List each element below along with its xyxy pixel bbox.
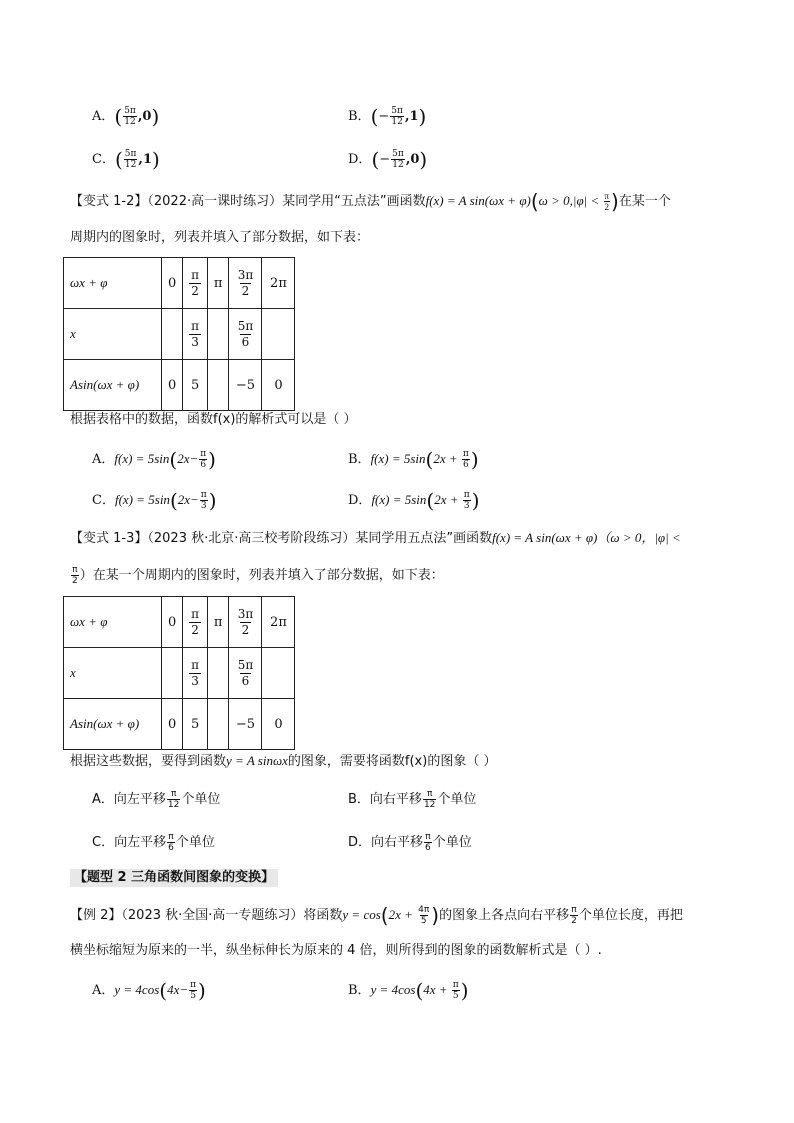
math-expression: 2x +	[434, 492, 462, 507]
frac-den: 3	[200, 501, 207, 511]
option-tail: ,0	[405, 152, 420, 167]
frac-num: π	[425, 832, 431, 842]
option-label: A．	[92, 109, 115, 124]
v13-option-c[interactable]	[92, 832, 215, 853]
frac-den: 3	[191, 673, 199, 688]
table-cell: 2π	[262, 597, 295, 648]
table-cell: Asin(ωx + φ)	[64, 360, 162, 411]
frac-den: 6	[425, 843, 431, 853]
table-cell	[262, 309, 295, 360]
option-label: B．	[348, 452, 371, 467]
frac-num: π	[462, 449, 469, 459]
variant-1-3-line2	[70, 565, 444, 586]
option-d[interactable]: D．(− $\frac{5\pi}{12}$ ,0)	[348, 147, 428, 172]
frac-num: π	[191, 318, 200, 333]
frac-num: π	[170, 789, 177, 799]
table-cell: 2π	[262, 258, 295, 309]
math-expression: f(x) = 5sin	[370, 451, 426, 466]
question-text-line2: 横坐标缩短为原来的一半，纵坐标伸长为原来的 4 倍，则所得到的图象的函数解析式是（ ）.	[70, 943, 602, 958]
frac-den: 5	[420, 916, 427, 926]
table-row	[64, 360, 295, 411]
option-text: 个单位	[432, 835, 472, 850]
frac-num: 5π	[391, 106, 403, 116]
question-tag: 【变式 1-2】	[70, 194, 148, 209]
table-cell	[183, 597, 208, 648]
five-point-table-2	[63, 596, 295, 750]
table-cell: Asin(ωx + φ)	[64, 699, 162, 750]
table-cell	[183, 258, 208, 309]
option-b[interactable]: B．(− $\frac{5\pi}{12}$ ,1)	[348, 104, 427, 129]
math-expression: 2x +	[433, 451, 461, 466]
option-label: B．	[348, 792, 370, 807]
minus-sign: −	[379, 152, 391, 167]
table-cell	[162, 648, 183, 699]
option-tail: ,0	[137, 109, 152, 124]
question-text-line2: 周期内的图象时，列表并填入了部分数据，如下表：	[70, 230, 370, 245]
five-point-table-1	[63, 257, 295, 411]
math-expression: f(x) = 5sin	[114, 492, 170, 507]
frac-den: 5	[452, 991, 459, 1001]
table-cell	[229, 309, 262, 360]
math-expression: f(x) = A sin(ωx + φ)	[425, 193, 531, 208]
v12-option-c[interactable]: C．f(x) = 5sin(2x− $\frac{\pi}{3}$ )	[92, 488, 217, 513]
question-text: 根据这些数据，要得到函数	[70, 754, 227, 769]
math-expression: 2x−	[177, 451, 199, 466]
frac-den: 6	[168, 843, 174, 853]
question-text: 的图象，需要将函数f(x)的图象（ ）	[287, 754, 497, 769]
question-text: 在某一个	[618, 194, 671, 209]
option-label: C．	[92, 493, 115, 508]
frac-den: 2	[241, 283, 250, 298]
option-label: D．	[348, 493, 372, 508]
frac-num: 3π	[237, 606, 254, 621]
table-row	[64, 597, 295, 648]
option-text: 个单位	[175, 835, 215, 850]
frac-num: π	[200, 449, 207, 459]
math-expression: f(x) = A sin(ωx + φ)	[492, 530, 598, 545]
frac-num: π	[426, 789, 433, 799]
table-cell: 0	[162, 597, 183, 648]
frac-num: π	[72, 565, 78, 575]
frac-den: 12	[124, 117, 136, 127]
option-label: C．	[92, 152, 115, 167]
math-expression: y = 4cos	[114, 982, 160, 997]
option-label: B．	[348, 109, 371, 124]
frac-den: 6	[241, 334, 250, 349]
option-a[interactable]: A．( $\frac{5\pi}{12}$ ,0)	[92, 104, 160, 129]
table-cell: ωx + φ	[64, 597, 162, 648]
table-cell	[262, 648, 295, 699]
option-text: 向左平移	[114, 835, 167, 850]
frac-num: π	[200, 490, 207, 500]
option-label: C．	[92, 835, 115, 850]
question-text: 个单位长度，再把	[578, 908, 683, 923]
math-expression: y = A sinωx	[226, 753, 288, 768]
frac-num: 5π	[392, 149, 404, 159]
question-text: 将函数	[303, 908, 343, 923]
table-row	[64, 699, 295, 750]
frac-num: 3π	[237, 267, 254, 282]
table-cell	[229, 648, 262, 699]
frac-num: 5π	[124, 106, 136, 116]
frac-den: 2	[571, 916, 577, 926]
v12-option-b[interactable]: B．f(x) = 5sin(2x + $\frac{\pi}{6}$ )	[348, 447, 479, 472]
frac-num: π	[191, 657, 200, 672]
math-expression: 4x +	[423, 982, 451, 997]
math-condition: （ω > 0，|φ| <	[597, 530, 681, 545]
table-cell: 0	[162, 258, 183, 309]
table-cell	[229, 258, 262, 309]
math-expression: y = 4cos	[370, 982, 416, 997]
table-cell: ωx + φ	[64, 258, 162, 309]
frac-num: π	[168, 832, 174, 842]
table-cell	[162, 309, 183, 360]
v13-option-d[interactable]	[348, 832, 472, 853]
table-cell: 0	[262, 699, 295, 750]
table-cell	[207, 648, 229, 699]
frac-den: 5	[190, 991, 196, 1001]
table-cell: π	[207, 597, 229, 648]
option-label: A．	[92, 452, 115, 467]
frac-den: 12	[392, 160, 404, 170]
table-cell: 0	[262, 360, 295, 411]
frac-num: π	[452, 980, 459, 990]
question-text: ）在某一个周期内的图象时，列表并填入了部分数据，如下表：	[79, 568, 444, 583]
option-label: D．	[348, 835, 372, 850]
table-cell: π	[207, 258, 229, 309]
example-2-intro: 【例 2】（2023 秋·全国·高一专题练习）将函数y = cos(2x + $\frac{4\pi}{5}$ )的图象上各点向右平移 $\frac{\pi}{2}$ 个单位长度，再把	[70, 903, 683, 928]
ex2-option-a[interactable]: A．y = 4cos(4x− $\frac{\pi}{5}$ )	[92, 978, 206, 1003]
frac-num: 5π	[124, 149, 137, 159]
table-cell: 0	[162, 699, 183, 750]
option-label: A．	[92, 792, 114, 807]
table-row	[64, 648, 295, 699]
table-cell: x	[64, 309, 162, 360]
table-cell: −5	[229, 699, 262, 750]
frac-den: 2	[191, 622, 199, 637]
frac-num: π	[191, 267, 200, 282]
v13-option-a[interactable]	[92, 789, 220, 810]
option-label: D．	[348, 152, 372, 167]
question-source: （2022·高一课时练习）	[147, 194, 283, 209]
table-cell: −5	[229, 360, 262, 411]
table-cell	[229, 597, 262, 648]
frac-num: π	[604, 191, 610, 201]
section-title: 【题型 2 三角函数间图象的变换】	[70, 869, 278, 887]
v12-option-a[interactable]: A．f(x) = 5sin(2x− $\frac{\pi}{6}$ )	[92, 447, 216, 472]
table-cell	[207, 699, 229, 750]
frac-den: 12	[167, 800, 180, 810]
math-expression: 2x−	[177, 492, 199, 507]
math-expression: f(x) = 5sin	[114, 451, 170, 466]
option-label: A．	[92, 983, 115, 998]
option-text: 个单位	[437, 792, 477, 807]
math-expression: 2x +	[388, 907, 417, 922]
frac-den: 3	[463, 501, 470, 511]
frac-num: π	[191, 606, 200, 621]
table-cell: x	[64, 648, 162, 699]
table-row	[64, 309, 295, 360]
question-source: （2023 秋·全国·高一专题练习）	[121, 908, 304, 923]
table-cell	[183, 648, 208, 699]
frac-num: 5π	[237, 318, 254, 333]
frac-den: 2	[191, 283, 199, 298]
frac-den: 2	[604, 202, 610, 212]
math-condition: ω > 0,|φ| <	[538, 193, 603, 208]
variant-1-3-question	[70, 752, 496, 771]
question-source: （2023 秋·北京·高三校考阶段练习）	[147, 531, 356, 546]
ex2-option-b[interactable]: B．y = 4cos(4x + $\frac{\pi}{5}$ )	[348, 978, 469, 1003]
question-tag: 【例 2】	[70, 908, 122, 923]
frac-num: 4π	[418, 905, 430, 915]
table-cell	[207, 309, 229, 360]
variant-1-3-intro	[70, 529, 681, 548]
table-cell	[183, 309, 208, 360]
table-cell	[207, 360, 229, 411]
math-expression: f(x) = 5sin	[371, 492, 427, 507]
frac-den: 12	[391, 117, 403, 127]
frac-num: 5π	[237, 657, 254, 672]
option-tail: ,1	[138, 152, 152, 167]
table-cell: 5	[183, 699, 208, 750]
v13-option-b[interactable]	[348, 789, 476, 810]
question-text: 的图象上各点向右平移	[439, 908, 570, 923]
option-text: 个单位	[181, 792, 221, 807]
frac-num: π	[190, 980, 197, 990]
question-text: 某同学用五点法”画函数	[355, 531, 493, 546]
table-cell: 0	[162, 360, 183, 411]
frac-den: 2	[241, 622, 250, 637]
frac-den: 6	[200, 460, 207, 470]
option-text: 向右平移	[369, 792, 422, 807]
math-expression: y = cos	[342, 907, 381, 922]
variant-1-2-intro: 【变式 1-2】（2022·高一课时练习）某同学用“五点法”画函数f(x) = A sin(ωx + φ)(ω > 0,|φ| < $\frac{\pi}{2}$ )在某一个	[70, 189, 671, 214]
frac-num: π	[571, 905, 577, 915]
frac-den: 12	[124, 160, 137, 170]
option-text: 向右平移	[371, 835, 424, 850]
table-cell: 5	[183, 360, 208, 411]
question-text: 某同学用“五点法”画函数	[282, 194, 426, 209]
option-c[interactable]: C．( $\frac{5\pi}{12}$ ,1)	[92, 147, 160, 172]
frac-den: 3	[191, 334, 199, 349]
question-prompt: 根据表格中的数据，函数f(x)的解析式可以是（ ）	[70, 412, 357, 427]
option-tail: ,1	[404, 109, 419, 124]
question-tag: 【变式 1-3】	[70, 531, 148, 546]
frac-den: 2	[72, 576, 78, 586]
frac-num: π	[463, 490, 470, 500]
frac-den: 6	[463, 460, 469, 470]
v12-option-d[interactable]: D．f(x) = 5sin(2x + $\frac{\pi}{3}$ )	[348, 488, 480, 513]
option-text: 向左平移	[113, 792, 166, 807]
table-row	[64, 258, 295, 309]
math-expression: 4x−	[167, 982, 189, 997]
minus-sign: −	[378, 109, 390, 124]
frac-den: 6	[241, 673, 250, 688]
option-label: B．	[348, 983, 371, 998]
frac-den: 12	[423, 800, 436, 810]
